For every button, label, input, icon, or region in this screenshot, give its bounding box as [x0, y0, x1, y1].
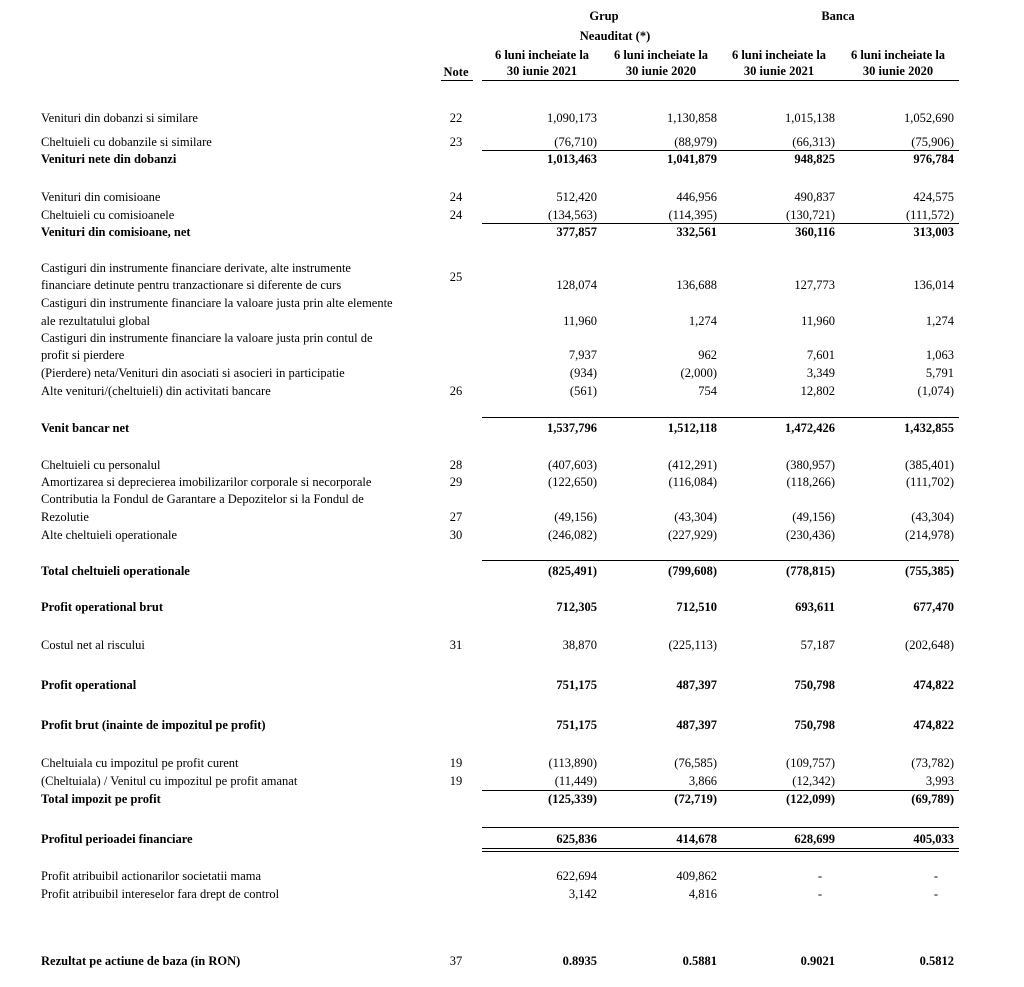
total-rule [482, 827, 959, 828]
note-header-underline [441, 80, 473, 81]
total-rule [482, 417, 959, 418]
subtotal-row: Venit bancar net 1,537,796 1,512,118 1,472,426 1,432,855 [41, 421, 954, 435]
table-row: Alte venituri/(cheltuieli) din activitati bancare 26 (561) 754 12,802 (1,074) [41, 384, 954, 398]
unaudited-header: Neauditat (*) [579, 29, 651, 43]
table-row: Alte cheltuieli operationale 30 (246,082) (227,929) (230,436) (214,978) [41, 528, 954, 542]
note-header: Note [443, 65, 469, 79]
table-row: financiare detinute pentru tranzactionare si diferente de curs 128,074 136,688 127,773 136,014 [41, 278, 954, 292]
table-row: Cheltuieli cu dobanzile si similare 23 (76,710) (88,979) (66,313) (75,906) [41, 135, 954, 149]
total-rule [482, 560, 959, 561]
table-row: Castiguri din instrumente financiare derivate, alte instrumente [41, 261, 351, 275]
table-row: (Pierdere) neta/Venituri din asociati si asocieri in participatie (934) (2,000) 3,349 5,791 [41, 366, 954, 380]
table-row: Venituri din dobanzi si similare 22 1,090,173 1,130,858 1,015,138 1,052,690 [41, 111, 954, 125]
subtotal-row: Profit operational brut 712,305 712,510 693,611 677,470 [41, 600, 954, 614]
total-rule [482, 790, 959, 791]
subtotal-row: Venituri nete din dobanzi 1,013,463 1,041,879 948,825 976,784 [41, 152, 954, 166]
subtotal-row: Profit operational 751,175 487,397 750,798 474,822 [41, 678, 954, 692]
columns-header-underline [482, 80, 959, 81]
table-row: ale rezultatului global 11,960 1,274 11,960 1,274 [41, 314, 954, 328]
total-rule [482, 851, 959, 852]
subtotal-row: Total cheltuieli operationale (825,491) (799,608) (778,815) (755,385) [41, 564, 954, 578]
period-header-bank-2020: 6 luni incheiate la 30 iunie 2020 [850, 48, 946, 78]
subtotal-row: Total impozit pe profit (125,339) (72,719) (122,099) (69,789) [41, 792, 954, 806]
table-row: profit si pierdere 7,937 962 7,601 1,063 [41, 348, 954, 362]
table-row: Venituri din comisioane 24 512,420 446,956 490,837 424,575 [41, 190, 954, 204]
period-header-group-2021: 6 luni incheiate la 30 iunie 2021 [494, 48, 590, 78]
group-header: Grup [589, 9, 619, 23]
table-row: 25 [449, 270, 463, 284]
table-row: Profit atribuibil actionarilor societatii mama 622,694 409,862 - - [41, 869, 938, 883]
table-row: Costul net al riscului 31 38,870 (225,113) 57,187 (202,648) [41, 638, 954, 652]
bank-header: Banca [821, 9, 855, 23]
table-row: Amortizarea si deprecierea imobilizarilor corporale si necorporale 29 (122,650) (116,084) (118,266) (111,702) [41, 475, 954, 489]
table-row: Cheltuieli cu comisioanele 24 (134,563) (114,395) (130,721) (111,572) [41, 208, 954, 222]
table-row: Contributia la Fondul de Garantare a Depozitelor si la Fondul de [41, 492, 364, 506]
table-row: Castiguri din instrumente financiare la valoare justa prin alte elemente [41, 296, 393, 310]
total-rule [482, 150, 959, 151]
total-rule [482, 848, 959, 849]
subtotal-row: Profitul perioadei financiare 625,836 414,678 628,699 405,033 [41, 832, 954, 846]
table-row: Profit atribuibil intereselor fara drept de control 3,142 4,816 - - [41, 887, 938, 901]
subtotal-row: Venituri din comisioane, net 377,857 332,561 360,116 313,003 [41, 225, 954, 239]
table-row: Cheltuieli cu personalul 28 (407,603) (412,291) (380,957) (385,401) [41, 458, 954, 472]
table-row: Castiguri din instrumente financiare la valoare justa prin contul de [41, 331, 373, 345]
earnings-per-share-row: Rezultat pe actiune de baza (in RON) 37 0.8935 0.5881 0.9021 0.5812 [41, 954, 954, 968]
period-header-bank-2021: 6 luni incheiate la 30 iunie 2021 [731, 48, 827, 78]
table-row: Cheltuiala cu impozitul pe profit curent 19 (113,890) (76,585) (109,757) (73,782) [41, 756, 954, 770]
table-row: (Cheltuiala) / Venitul cu impozitul pe profit amanat 19 (11,449) 3,866 (12,342) 3,993 [41, 774, 954, 788]
total-rule [482, 223, 959, 224]
table-row: Rezolutie 27 (49,156) (43,304) (49,156) (43,304) [41, 510, 954, 524]
period-header-group-2020: 6 luni incheiate la 30 iunie 2020 [613, 48, 709, 78]
subtotal-row: Profit brut (inainte de impozitul pe profit) 751,175 487,397 750,798 474,822 [41, 718, 954, 732]
